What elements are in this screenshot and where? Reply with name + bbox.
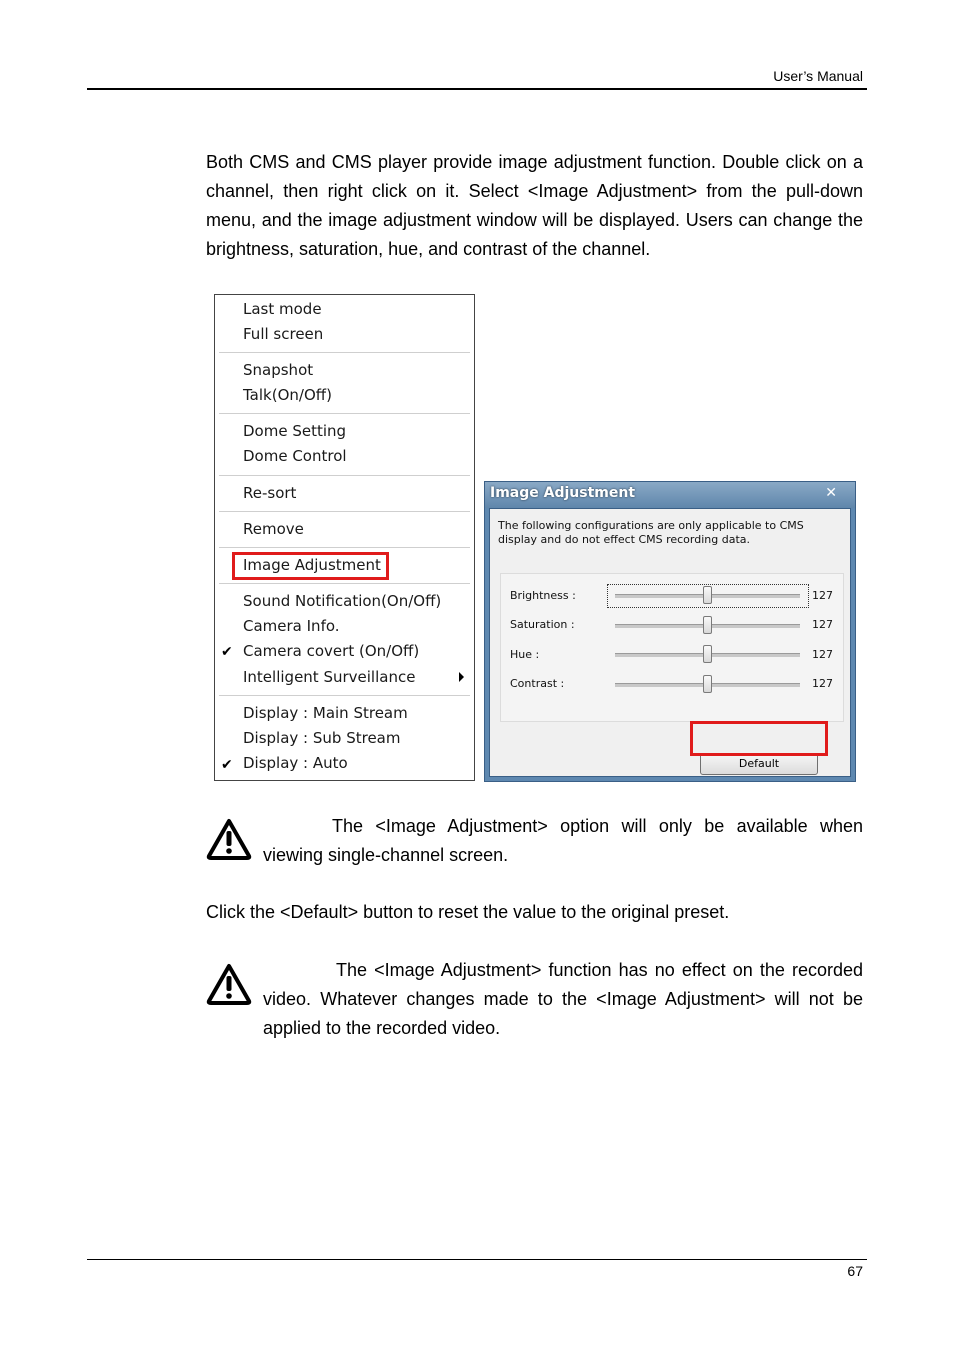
menu-item-sound-notification[interactable]: Sound Notification(On/Off)	[243, 592, 442, 610]
page-number: 67	[847, 1263, 863, 1279]
contrast-value: 127	[812, 677, 833, 690]
warning-icon	[206, 818, 252, 860]
menu-separator	[219, 475, 470, 476]
menu-item-last-mode[interactable]: Last mode	[243, 300, 322, 318]
menu-item-display-sub-stream[interactable]: Display : Sub Stream	[243, 729, 401, 747]
dialog-note: The following configurations are only applicable to CMS display and do not effect CMS recording data.	[498, 519, 804, 546]
context-menu	[214, 294, 475, 781]
menu-separator	[219, 695, 470, 696]
slider-panel	[500, 573, 844, 722]
menu-item-camera-info[interactable]: Camera Info.	[243, 617, 340, 635]
contrast-slider-thumb[interactable]	[703, 675, 712, 693]
dialog-body	[489, 508, 851, 777]
contrast-label: Contrast :	[510, 677, 565, 690]
menu-item-re-sort[interactable]: Re-sort	[243, 484, 297, 502]
brightness-label: Brightness :	[510, 589, 576, 602]
menu-item-dome-setting[interactable]: Dome Setting	[243, 422, 347, 440]
brightness-slider-thumb[interactable]	[703, 586, 712, 604]
menu-item-snapshot[interactable]: Snapshot	[243, 361, 314, 379]
default-button-highlight	[690, 721, 828, 756]
hue-value: 127	[812, 648, 833, 661]
saturation-value: 127	[812, 618, 833, 631]
menu-separator	[219, 352, 470, 353]
saturation-label: Saturation :	[510, 618, 575, 631]
default-button[interactable]: Default	[700, 753, 818, 775]
saturation-slider-thumb[interactable]	[703, 616, 712, 634]
menu-separator	[219, 413, 470, 414]
menu-separator	[219, 583, 470, 584]
menu-item-camera-covert[interactable]: Camera covert (On/Off)	[243, 642, 420, 660]
dialog-titlebar[interactable]	[485, 482, 855, 508]
warning-icon	[206, 963, 252, 1005]
menu-item-remove[interactable]: Remove	[243, 520, 304, 538]
dialog-title: Image Adjustment	[490, 485, 636, 501]
note-no-effect: The <Image Adjustment> function has no effect on the recorded video. Whatever changes made to the <Image Adjustment> will not be applied to the recorded video.	[263, 960, 863, 1038]
image-adjustment-dialog	[484, 481, 856, 782]
menu-item-display-auto[interactable]: Display : Auto	[243, 754, 348, 772]
header-rule	[87, 88, 867, 90]
header-title: User’s Manual	[773, 68, 863, 84]
check-icon: ✔	[221, 757, 233, 773]
footer-rule	[87, 1259, 867, 1260]
note-availability: The <Image Adjustment> option will only be available when viewing single-channel screen.	[263, 816, 863, 865]
menu-item-dome-control[interactable]: Dome Control	[243, 447, 347, 465]
hue-slider-thumb[interactable]	[703, 645, 712, 663]
brightness-value: 127	[812, 589, 833, 602]
default-paragraph: Click the <Default> button to reset the value to the original preset.	[206, 902, 730, 922]
menu-separator	[219, 547, 470, 548]
menu-item-intelligent-surveillance[interactable]: Intelligent Surveillance	[243, 668, 416, 686]
menu-item-talk[interactable]: Talk(On/Off)	[243, 386, 332, 404]
menu-item-image-adjustment[interactable]: Image Adjustment	[243, 556, 381, 574]
intro-paragraph: Both CMS and CMS player provide image adjustment function. Double click on a channel, then right click on it. Select <Image Adjustment> from the pull-down menu, and the image adjustment window will be displayed. Users can change the brightness, saturation, hue, and contrast of the channel.	[206, 152, 863, 259]
image-adjustment-highlight	[232, 552, 389, 580]
hue-label: Hue :	[510, 648, 540, 661]
close-icon[interactable]: ✕	[825, 485, 837, 501]
submenu-arrow-icon	[459, 672, 464, 682]
check-icon: ✔	[221, 644, 233, 660]
menu-item-display-main-stream[interactable]: Display : Main Stream	[243, 704, 408, 722]
menu-item-full-screen[interactable]: Full screen	[243, 325, 324, 343]
menu-separator	[219, 511, 470, 512]
